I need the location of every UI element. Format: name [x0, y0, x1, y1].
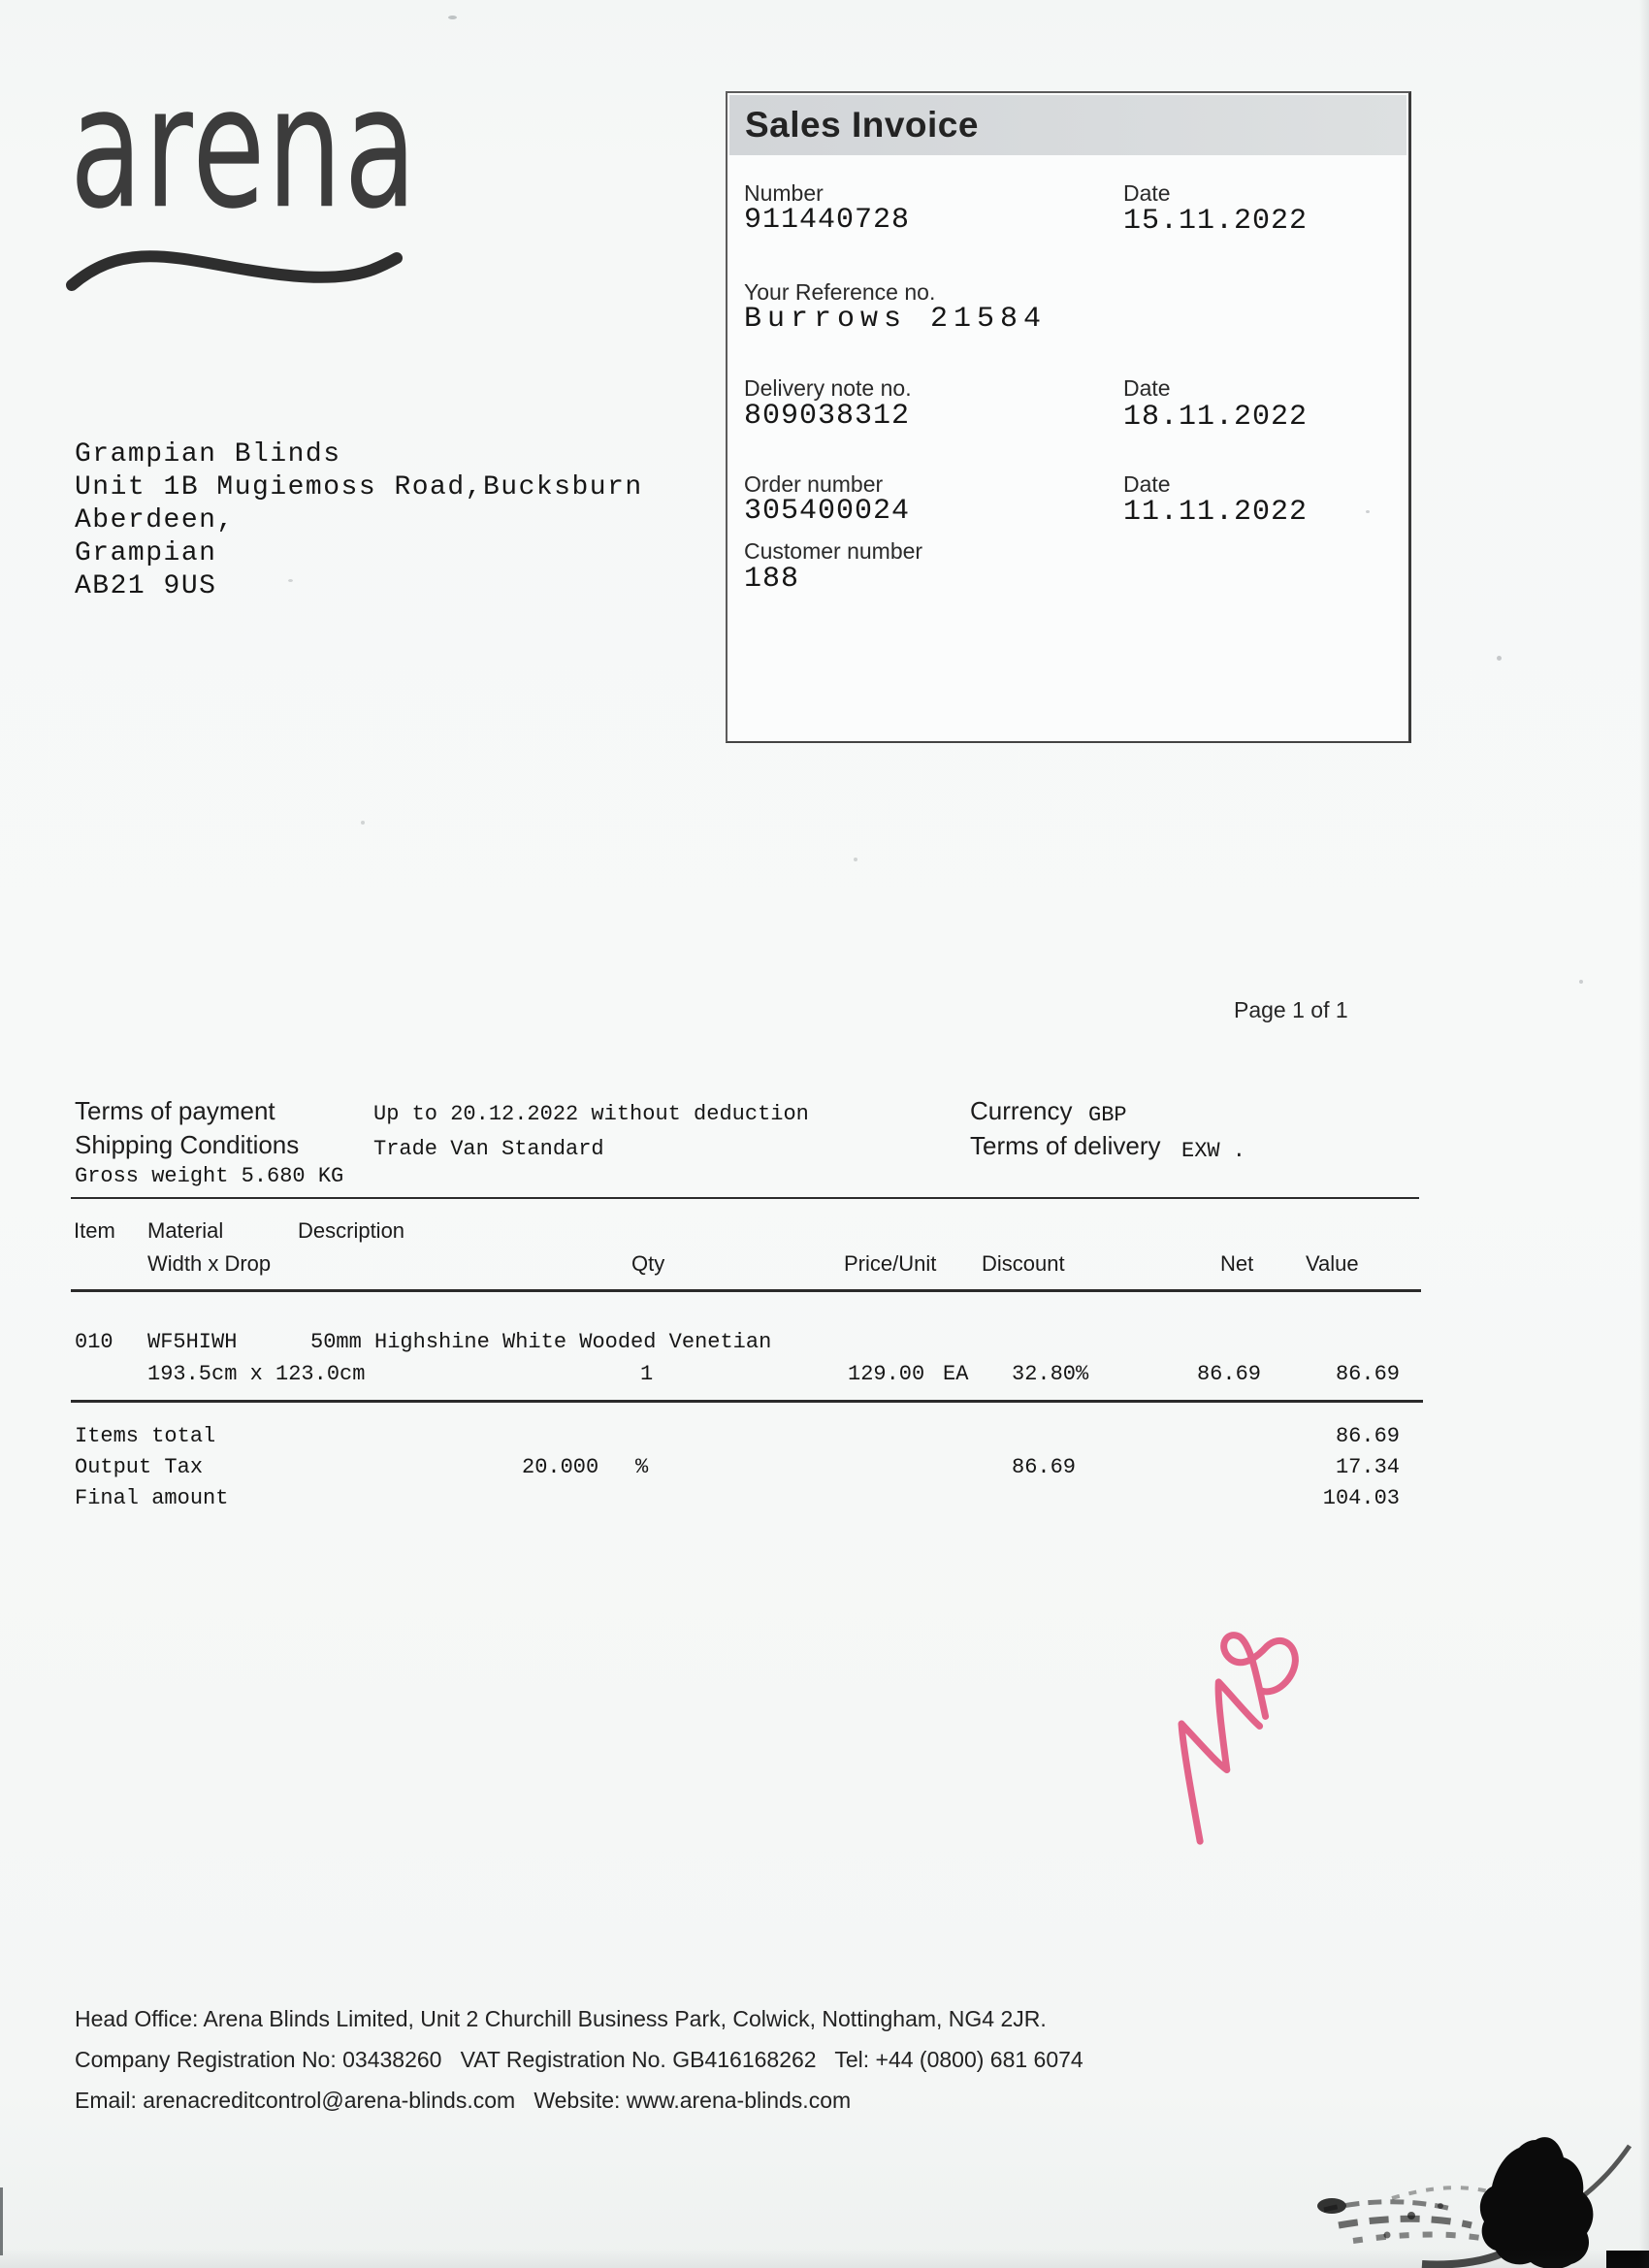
terms-of-payment-label: Terms of payment — [75, 1096, 275, 1125]
table-rule-items — [71, 1400, 1423, 1403]
col-header-net: Net — [1220, 1251, 1254, 1276]
invoice-number-label: Number — [744, 180, 824, 206]
recipient-line: Grampian Blinds — [75, 439, 341, 470]
table-rule-header — [71, 1289, 1421, 1292]
item-width-drop: 193.5cm x 123.0cm — [147, 1362, 366, 1386]
footer-contact: Email: arenacreditcontrol@arena-blinds.com Website: www.arena-blinds.com — [75, 2088, 852, 2113]
item-no: 010 — [75, 1330, 113, 1354]
handwritten-initials — [1112, 1600, 1376, 1866]
scan-speck — [1366, 510, 1370, 513]
invoice-number-value: 911440728 — [744, 204, 911, 237]
col-header-item: Item — [74, 1218, 115, 1243]
item-qty: 1 — [640, 1362, 654, 1386]
terms-of-delivery-label: Terms of delivery — [970, 1131, 1161, 1160]
item-value: 86.69 — [1335, 1362, 1400, 1386]
col-header-discount: Discount — [982, 1251, 1065, 1276]
col-header-qty: Qty — [631, 1251, 665, 1276]
col-header-price-unit: Price/Unit — [844, 1251, 937, 1276]
item-net: 86.69 — [1196, 1362, 1261, 1386]
recipient-line: Aberdeen, — [75, 505, 235, 535]
col-header-value: Value — [1306, 1251, 1359, 1276]
recipient-line: Unit 1B Mugiemoss Road,Bucksburn — [75, 472, 643, 502]
order-date-label: Date — [1123, 471, 1171, 497]
invoice-title: Sales Invoice — [745, 105, 979, 145]
col-header-width-drop: Width x Drop — [147, 1251, 272, 1276]
invoice-date-label: Date — [1123, 180, 1171, 206]
reference-label: Your Reference no. — [744, 279, 936, 305]
col-header-material: Material — [147, 1218, 224, 1243]
invoice-date-value: 15.11.2022 — [1123, 205, 1309, 238]
item-price-unit: 129.00 — [848, 1362, 925, 1386]
items-total-value: 86.69 — [1335, 1424, 1400, 1448]
invoice-header-box — [726, 91, 1411, 743]
order-number-value: 305400024 — [744, 495, 911, 528]
scan-edge-shadow-right — [1639, 0, 1649, 2268]
order-date-value: 11.11.2022 — [1123, 496, 1309, 529]
arena-logo-text: arena — [70, 49, 419, 246]
col-header-description: Description — [298, 1218, 405, 1243]
output-tax-value: 17.34 — [1335, 1455, 1400, 1479]
table-rule-top — [71, 1197, 1419, 1199]
ink-smudge — [1295, 2121, 1649, 2268]
terms-of-delivery-value: EXW . — [1181, 1139, 1246, 1163]
shipping-conditions-label: Shipping Conditions — [75, 1130, 300, 1159]
shipping-conditions-value: Trade Van Standard — [373, 1137, 604, 1161]
output-tax-percent-sign: % — [635, 1455, 649, 1479]
item-description: 50mm Highshine White Wooded Venetian — [310, 1330, 772, 1354]
invoice-title-bar — [729, 95, 1406, 155]
page-indicator: Page 1 of 1 — [1234, 997, 1348, 1022]
arena-logo-swoosh-icon — [64, 239, 404, 295]
footer-registration: Company Registration No: 03438260 VAT Registration No. GB416168262 Tel: +44 (0800) 681 6074 — [75, 2047, 1083, 2072]
item-unit: EA — [943, 1362, 969, 1386]
arena-logo — [70, 49, 419, 246]
recipient-line: Grampian — [75, 538, 217, 568]
delivery-note-label: Delivery note no. — [744, 375, 912, 401]
gross-weight: Gross weight 5.680 KG — [75, 1164, 344, 1188]
currency-value: GBP — [1088, 1103, 1127, 1127]
items-total-label: Items total — [75, 1424, 216, 1448]
initials-stroke-m — [1138, 1674, 1294, 1841]
scan-speck — [1579, 980, 1583, 984]
customer-number-value: 188 — [744, 563, 800, 596]
scan-speck — [361, 821, 365, 825]
delivery-note-value: 809038312 — [744, 400, 911, 433]
customer-number-label: Customer number — [744, 538, 923, 564]
terms-of-payment-value: Up to 20.12.2022 without deduction — [373, 1102, 809, 1126]
output-tax-label: Output Tax — [75, 1455, 204, 1479]
footer-head-office: Head Office: Arena Blinds Limited, Unit 2 Churchill Business Park, Colwick, Nottingham, NG4 2JR. — [75, 2006, 1047, 2031]
scan-speck — [854, 858, 857, 861]
recipient-address — [75, 438, 643, 603]
recipient-line: AB21 9US — [75, 571, 217, 601]
output-tax-base: 86.69 — [1012, 1455, 1077, 1479]
scan-speck — [448, 16, 457, 19]
order-number-label: Order number — [744, 471, 884, 497]
item-material: WF5HIWH — [147, 1330, 238, 1354]
scan-speck — [1497, 656, 1502, 661]
scan-edge-shadow-bottom — [0, 2249, 1649, 2268]
final-amount-label: Final amount — [75, 1486, 229, 1510]
delivery-date-value: 18.11.2022 — [1123, 401, 1309, 434]
scan-speck — [288, 579, 293, 582]
item-discount: 32.80% — [1012, 1362, 1089, 1386]
currency-label: Currency — [970, 1096, 1073, 1125]
final-amount-value: 104.03 — [1322, 1486, 1400, 1510]
reference-value: Burrows 21584 — [744, 303, 1048, 336]
delivery-date-label: Date — [1123, 375, 1171, 401]
output-tax-rate: 20.000 — [522, 1455, 599, 1479]
scan-edge-mark — [0, 2187, 3, 2255]
